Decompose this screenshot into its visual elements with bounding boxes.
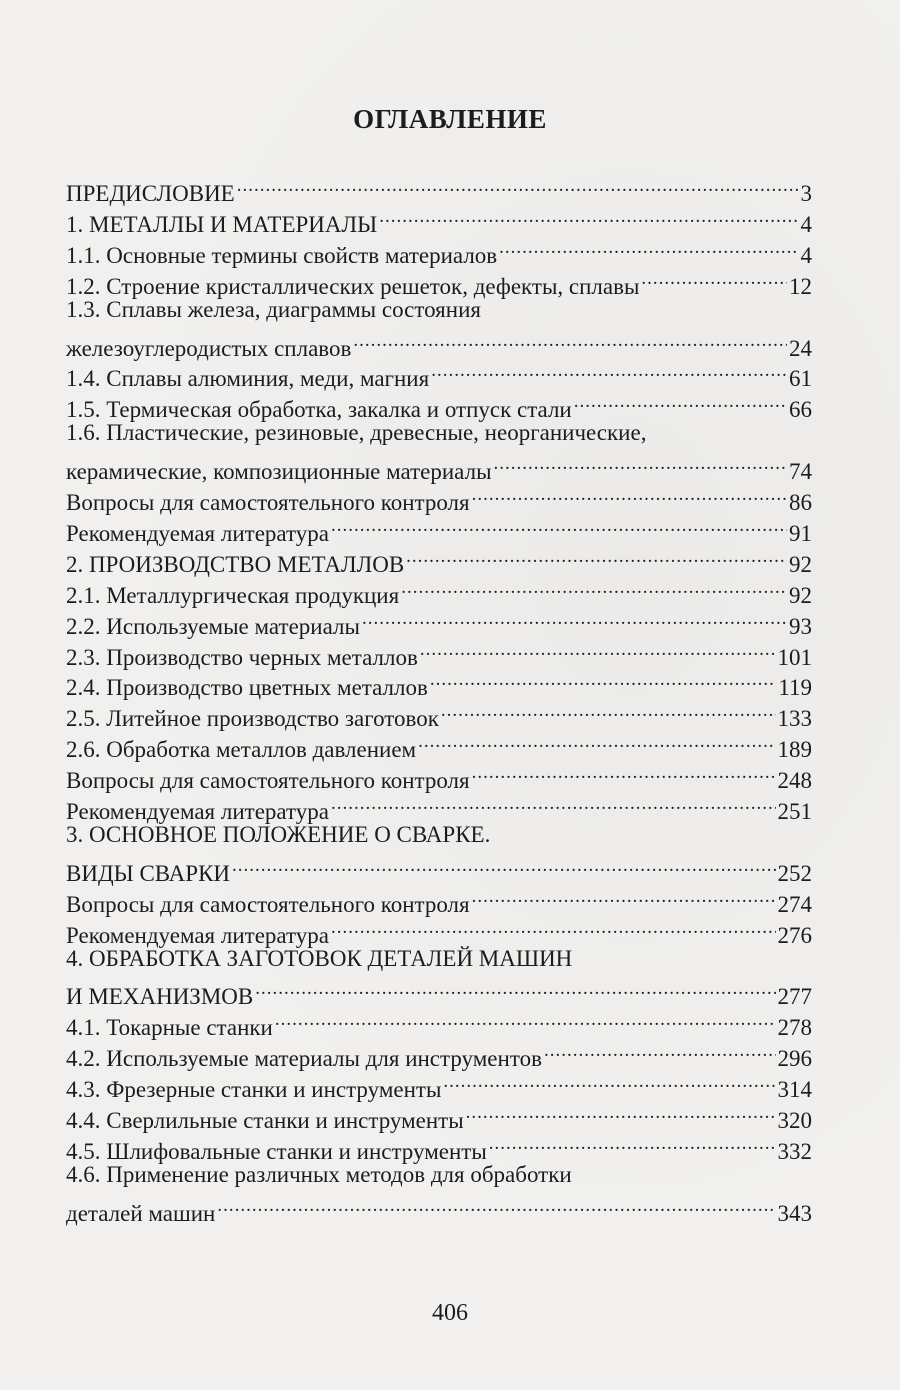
toc-dot-leader	[331, 511, 787, 541]
toc-dot-leader	[232, 851, 775, 881]
toc-entry	[66, 356, 812, 391]
toc-dot-leader	[431, 356, 787, 386]
toc-entry	[66, 295, 812, 325]
toc-dot-leader	[472, 882, 776, 912]
toc-entry	[66, 789, 812, 824]
toc-entry-page: 189	[777, 737, 812, 762]
toc-dot-leader	[401, 573, 787, 603]
toc-entry-title: 1.2. Строение кристаллических решеток, дефекты, сплавы	[66, 274, 640, 299]
toc-entry	[66, 171, 812, 206]
toc-dot-leader	[406, 542, 787, 572]
toc-dot-leader	[443, 1067, 775, 1097]
toc-dot-leader	[472, 758, 776, 788]
toc-dot-leader	[331, 913, 776, 943]
toc-entry-page: 274	[777, 892, 812, 917]
toc-entry-title: железоуглеродистых сплавов	[66, 336, 352, 361]
toc-entry-page: 74	[789, 459, 812, 484]
toc-entry	[66, 974, 812, 1009]
toc-entry-title: 2.3. Производство черных металлов	[66, 645, 418, 670]
toc-entry-title: 1.1. Основные термины свойств материалов	[66, 243, 498, 268]
toc-entry	[66, 1036, 812, 1071]
toc-entry-page: 12	[789, 274, 812, 299]
toc-dot-leader	[420, 635, 776, 665]
toc-entry-page: 296	[777, 1046, 812, 1071]
toc-entry-title: 4. ОБРАБОТКА ЗАГОТОВОК ДЕТАЛЕЙ МАШИН	[66, 946, 573, 971]
toc-entry	[66, 665, 812, 700]
toc-entry-title: 2. ПРОИЗВОДСТВО МЕТАЛЛОВ	[66, 552, 405, 577]
toc-entry	[66, 264, 812, 299]
toc-entry	[66, 1129, 812, 1164]
toc-entry-title: 1. МЕТАЛЛЫ И МАТЕРИАЛЫ	[66, 212, 378, 237]
toc-entry-page: 86	[789, 490, 812, 515]
toc-entry	[66, 882, 812, 917]
toc-dot-leader	[489, 1129, 776, 1159]
toc-dot-leader	[379, 202, 798, 232]
toc-entry	[66, 202, 812, 237]
toc-dot-leader	[499, 233, 798, 263]
page-title: ОГЛАВЛЕНИЕ	[353, 104, 547, 134]
toc-entry-title: 2.4. Производство цветных металлов	[66, 675, 428, 700]
toc-entry-page: 314	[777, 1077, 812, 1102]
toc-entry	[66, 944, 812, 974]
toc-dot-leader	[217, 1191, 775, 1221]
toc-entry-page: 61	[789, 366, 812, 391]
toc-entry-title: 3. ОСНОВНОЕ ПОЛОЖЕНИЕ О СВАРКЕ.	[66, 822, 491, 847]
toc-entry	[66, 511, 812, 546]
page-number: 406	[432, 1300, 468, 1326]
toc-entry-title: Рекомендуемая литература	[66, 799, 329, 824]
toc-entry-page: 332	[777, 1139, 812, 1164]
toc-entry-title: 2.5. Литейное производство заготовок	[66, 706, 439, 731]
toc-entry-title: И МЕХАНИЗМОВ	[66, 984, 254, 1009]
toc-entry-title: Вопросы для самостоятельного контроля	[66, 892, 470, 917]
toc-entry-title: 4.3. Фрезерные станки и инструменты	[66, 1077, 442, 1102]
toc-entry	[66, 1098, 812, 1133]
toc-entry	[66, 727, 812, 762]
toc-dot-leader	[331, 789, 776, 819]
toc-entry-page: 92	[789, 552, 812, 577]
toc-entry-page: 66	[789, 397, 812, 422]
toc-entry-title: керамические, композиционные материалы	[66, 459, 492, 484]
toc-dot-leader	[430, 665, 777, 695]
toc-entry-title: 4.6. Применение различных методов для обработки	[66, 1162, 572, 1187]
toc-dot-leader	[237, 171, 799, 201]
toc-entry-page: 24	[789, 336, 812, 361]
toc-dot-leader	[441, 696, 776, 726]
toc-entry-page: 277	[777, 984, 812, 1009]
toc-entry-page: 278	[777, 1015, 812, 1040]
toc-dot-leader	[353, 326, 787, 356]
toc-entry	[66, 387, 812, 422]
toc-entry	[66, 542, 812, 577]
toc-entry-title: 4.1. Токарные станки	[66, 1015, 273, 1040]
toc-entry-title: 2.1. Металлургическая продукция	[66, 583, 400, 608]
toc-entry-page: 252	[777, 861, 812, 886]
toc-dot-leader	[641, 264, 787, 294]
toc-entry	[66, 758, 812, 793]
toc-entry-title: Рекомендуемая литература	[66, 923, 329, 948]
toc-entry-title: 2.6. Обработка металлов давлением	[66, 737, 417, 762]
toc-entry	[66, 696, 812, 731]
toc-entry-page: 92	[789, 583, 812, 608]
toc-entry-page: 4	[800, 212, 812, 237]
toc-dot-leader	[255, 974, 775, 1004]
toc-entry-page: 93	[789, 614, 812, 639]
toc-entry	[66, 233, 812, 268]
toc-entry	[66, 326, 812, 361]
toc-dot-leader	[574, 387, 787, 417]
toc-entry	[66, 820, 812, 850]
toc-dot-leader	[466, 1098, 776, 1128]
toc-entry	[66, 913, 812, 948]
toc-entry-page: 251	[777, 799, 812, 824]
toc-entry-title: 4.4. Сверлильные станки и инструменты	[66, 1108, 464, 1133]
toc-entry-page: 4	[800, 243, 812, 268]
toc-entry-page: 101	[777, 645, 812, 670]
toc-entry	[66, 1067, 812, 1102]
toc-entry	[66, 1160, 812, 1190]
toc-entry-page: 343	[777, 1201, 812, 1226]
toc-entry	[66, 1005, 812, 1040]
toc-entry-title: деталей машин	[66, 1201, 216, 1226]
toc-entry	[66, 573, 812, 608]
toc-entry-title: 1.6. Пластические, резиновые, древесные, неорганические,	[66, 420, 647, 445]
toc-entry-title: 1.5. Термическая обработка, закалка и отпуск стали	[66, 397, 572, 422]
toc-entry-page: 248	[777, 768, 812, 793]
toc-entry-title: 4.2. Используемые материалы для инструментов	[66, 1046, 542, 1071]
toc-dot-leader	[472, 480, 787, 510]
toc-entry-title: Вопросы для самостоятельного контроля	[66, 768, 470, 793]
toc-entry-title: 4.5. Шлифовальные станки и инструменты	[66, 1139, 487, 1164]
toc-entry-page: 91	[789, 521, 812, 546]
toc-entry	[66, 449, 812, 484]
toc-entry-title: 2.2. Используемые материалы	[66, 614, 360, 639]
toc-entry	[66, 480, 812, 515]
toc-dot-leader	[544, 1036, 776, 1066]
toc-entry	[66, 418, 812, 448]
toc-entry	[66, 851, 812, 886]
toc-dot-leader	[362, 604, 787, 634]
toc-entry-page: 119	[778, 675, 812, 700]
toc-entry	[66, 604, 812, 639]
toc-entry-title: Рекомендуемая литература	[66, 521, 329, 546]
toc-entry-page: 320	[777, 1108, 812, 1133]
toc-entry-title: ВИДЫ СВАРКИ	[66, 861, 231, 886]
toc-entry	[66, 635, 812, 670]
toc-entry-title: ПРЕДИСЛОВИЕ	[66, 181, 235, 206]
toc-entry-page: 133	[777, 706, 812, 731]
toc-entry-title: 1.4. Сплавы алюминия, меди, магния	[66, 366, 430, 391]
toc-entry-title: Вопросы для самостоятельного контроля	[66, 490, 470, 515]
toc-entry-page: 3	[800, 181, 812, 206]
toc-entry-page: 276	[777, 923, 812, 948]
toc-dot-leader	[494, 449, 787, 479]
toc-dot-leader	[275, 1005, 776, 1035]
toc-entry-title: 1.3. Сплавы железа, диаграммы состояния	[66, 297, 481, 322]
toc-entry	[66, 1191, 812, 1226]
toc-dot-leader	[418, 727, 775, 757]
